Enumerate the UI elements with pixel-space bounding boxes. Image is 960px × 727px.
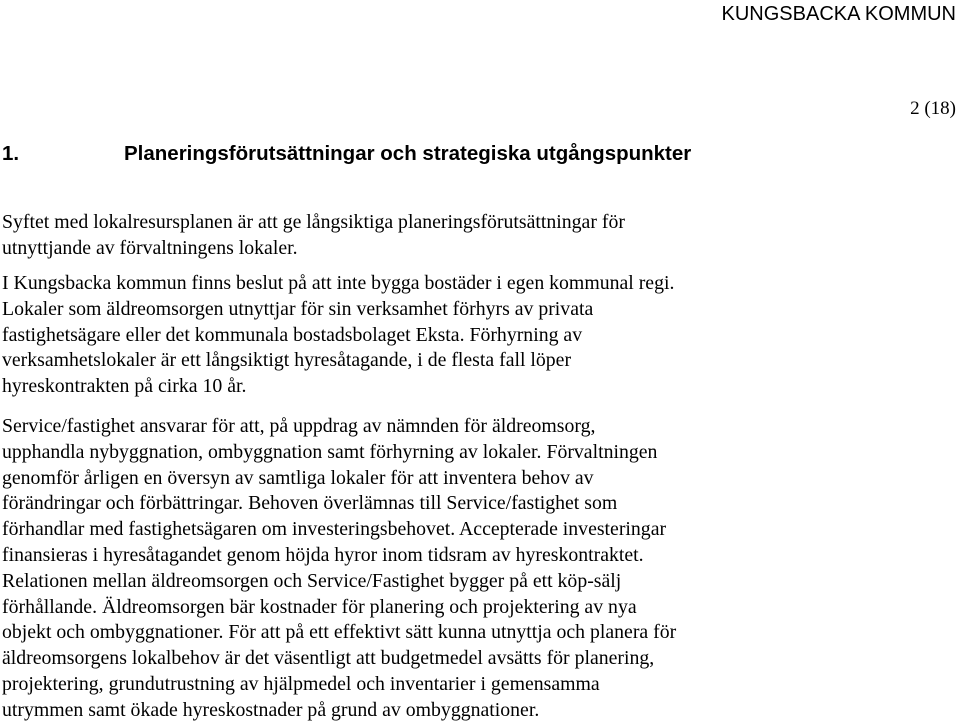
page-number: 2 (18) bbox=[910, 98, 956, 119]
text-line: upphandla nybyggnation, ombyggnation samt förhyrning av lokaler. Förvaltningen bbox=[2, 440, 658, 463]
text-line: Relationen mellan äldreomsorgen och Service/Fastighet bygger på ett köp-sälj bbox=[2, 569, 622, 592]
text-line: Service/fastighet ansvarar för att, på uppdrag av nämnden för äldreomsorg, bbox=[2, 415, 596, 437]
paragraph-purpose bbox=[2, 210, 942, 262]
section-heading bbox=[2, 141, 691, 167]
paragraph-service-responsibility bbox=[2, 414, 942, 724]
section-title: Planeringsförutsättningar och strategiska utgångspunkter bbox=[124, 142, 692, 165]
text-line: förändringar och förbättringar. Behoven överlämnas till Service/fastighet som bbox=[2, 492, 618, 515]
text-line: fastighetsägare eller det kommunala bostadsbolaget Eksta. Förhyrning av bbox=[2, 323, 583, 346]
text-line: finansieras i hyresåtagandet genom höjda hyror inom tidsram av hyreskontraktet. bbox=[2, 543, 644, 566]
text-line: förhandlar med fastighetsägaren om investeringsbehovet. Accepterade investeringar bbox=[2, 518, 667, 541]
text-line: äldreomsorgens lokalbehov är det väsentligt att budgetmedel avsätts för planering, bbox=[2, 647, 655, 670]
text-line: genomför årligen en översyn av samtliga lokaler för att inventera behov av bbox=[2, 466, 594, 489]
text-line: förhållande. Äldreomsorgen bär kostnader för planering och projektering av nya bbox=[2, 595, 637, 618]
text-line: Syftet med lokalresursplanen är att ge långsiktiga planeringsförutsättningar för bbox=[2, 211, 625, 233]
text-line: utrymmen samt ökade hyreskostnader på grund av ombyggnationer. bbox=[2, 698, 540, 721]
text-line: I Kungsbacka kommun finns beslut på att inte bygga bostäder i egen kommunal regi. bbox=[2, 272, 675, 294]
text-line: verksamhetslokaler är ett långsiktigt hyresåtagande, i de flesta fall löper bbox=[2, 349, 572, 372]
text-line: projektering, grundutrustning av hjälpmedel och inventarier i gemensamma bbox=[2, 672, 600, 695]
text-line: Lokaler som äldreomsorgen utnyttjar för sin verksamhet förhyrs av privata bbox=[2, 297, 594, 320]
text-line: utnyttjande av förvaltningens lokaler. bbox=[2, 236, 298, 259]
text-line: objekt och ombyggnationer. För att på ett effektivt sätt kunna utnyttja och planera för bbox=[2, 621, 677, 644]
text-line: hyreskontrakten på cirka 10 år. bbox=[2, 375, 247, 398]
organization-header: KUNGSBACKA KOMMUN bbox=[721, 3, 956, 25]
paragraph-housing-decision bbox=[2, 271, 942, 400]
section-number: 1. bbox=[2, 142, 20, 165]
